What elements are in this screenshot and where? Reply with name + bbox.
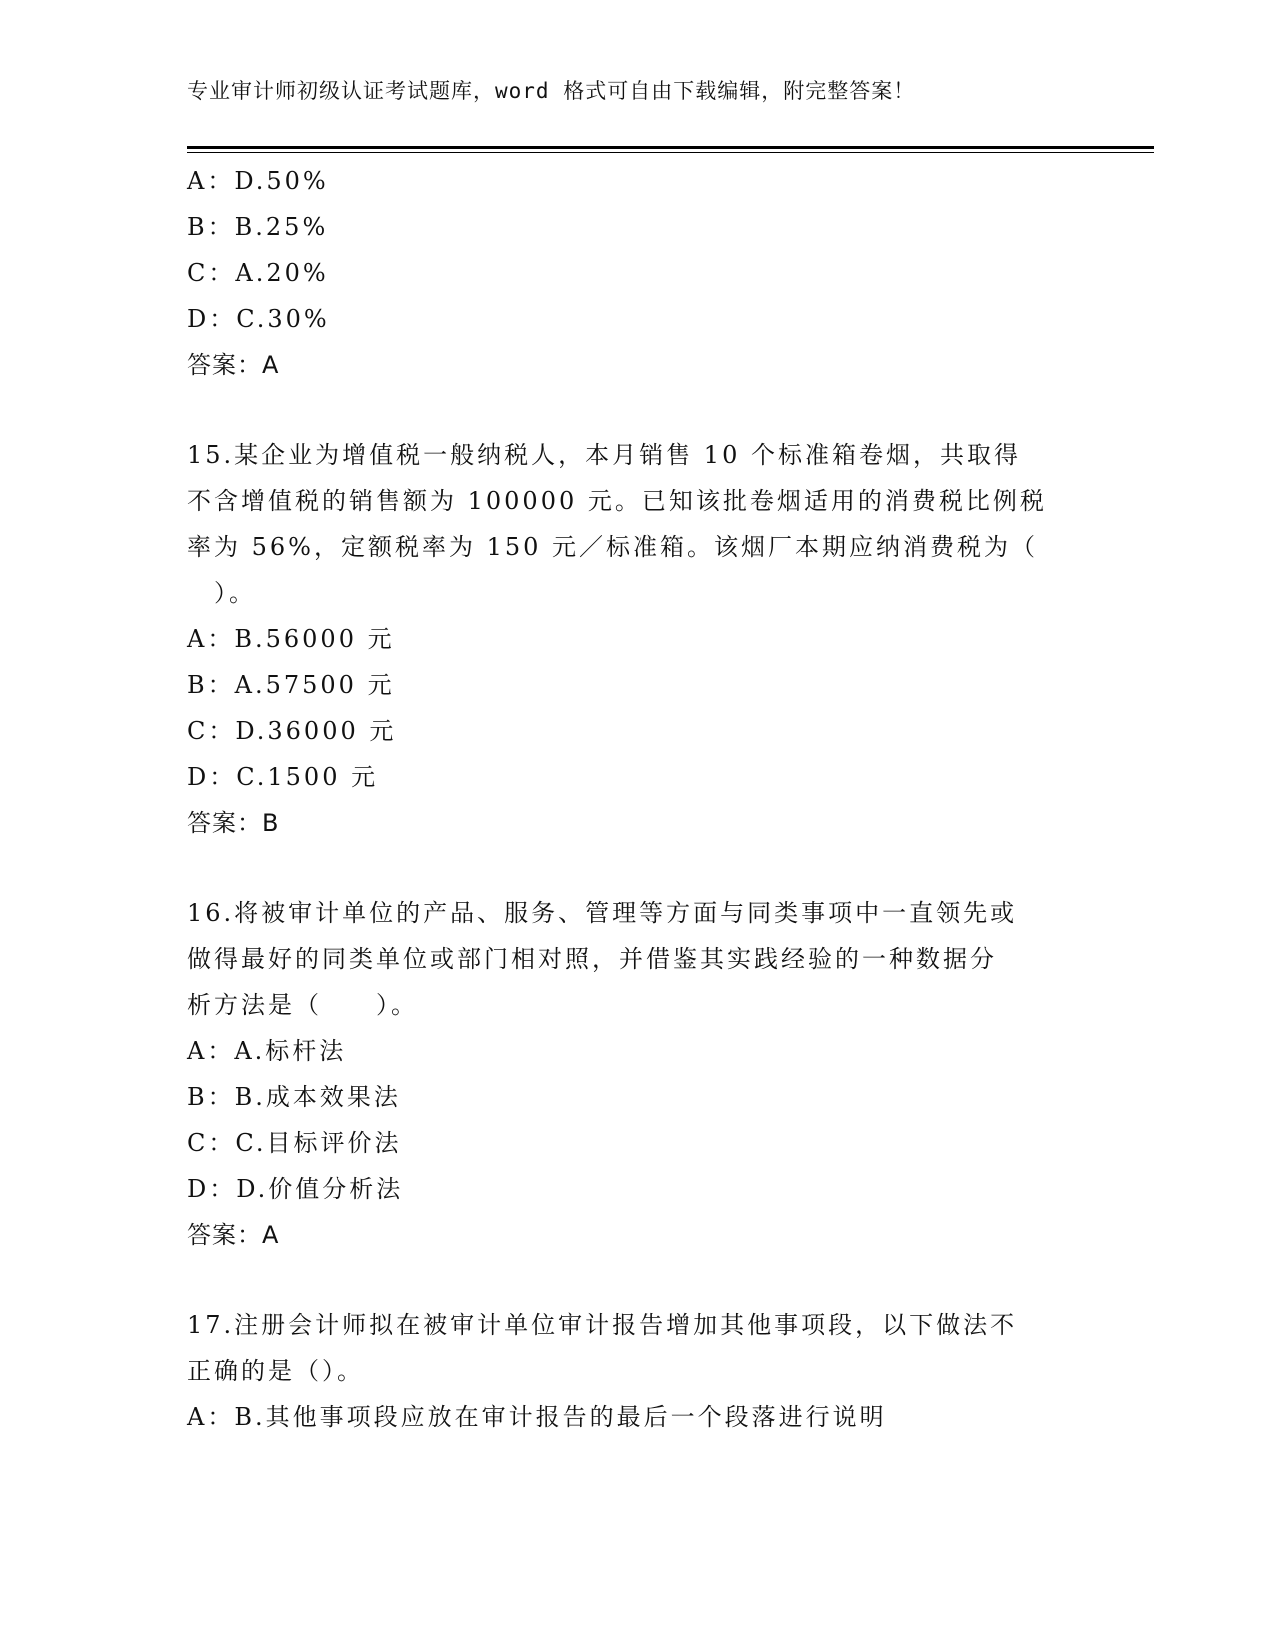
question-stem-line: 17.注册会计师拟在被审计单位审计报告增加其他事项段，以下做法不 [187,1311,1018,1339]
option-d: D：C.30% [187,305,330,333]
option-b: B：B.25% [187,213,329,241]
option-d: D：C.1500 元 [187,763,379,791]
question-16 [187,890,1087,1258]
option-c: C：D.36000 元 [187,717,397,745]
option-c: C：C.目标评价法 [187,1129,402,1157]
question-17 [187,1302,1087,1440]
option-a: A：D.50% [187,167,329,195]
question-stem-line: 析方法是（ ）。 [187,991,418,1019]
header-rule-thick [187,146,1154,149]
question-stem-line: 正确的是（）。 [187,1357,364,1385]
question-stem-line: ）。 [187,579,256,607]
option-a: A：B.其他事项段应放在审计报告的最后一个段落进行说明 [187,1403,887,1431]
question-stem-line: 做得最好的同类单位或部门相对照，并借鉴其实践经验的一种数据分 [187,945,997,973]
question-stem-line: 不含增值税的销售额为 100000 元。已知该批卷烟适用的消费税比例税 [187,487,1047,515]
option-d: D：D.价值分析法 [187,1175,404,1203]
header-rule-thin [187,152,1154,153]
option-a: A：A.标杆法 [187,1037,347,1065]
question-stem-line: 15.某企业为增值税一般纳税人，本月销售 10 个标准箱卷烟，共取得 [187,441,1021,469]
answer-line: 答案：A [187,1221,280,1249]
question-15 [187,432,1087,846]
answer-line: 答案：B [187,809,280,837]
question-stem-line: 率为 56%，定额税率为 150 元／标准箱。该烟厂本期应纳消费税为（ [187,533,1039,561]
option-c: C：A.20% [187,259,329,287]
question-stem-line: 16.将被审计单位的产品、服务、管理等方面与同类事项中一直领先或 [187,899,1018,927]
option-b: B：A.57500 元 [187,671,395,699]
option-a: A：B.56000 元 [187,625,395,653]
prev-question [187,158,1087,388]
answer-line: 答案：A [187,351,280,379]
option-b: B：B.成本效果法 [187,1083,401,1111]
question-content [187,158,1087,1440]
page-header: 专业审计师初级认证考试题库，word 格式可自由下载编辑，附完整答案！ [187,79,916,103]
